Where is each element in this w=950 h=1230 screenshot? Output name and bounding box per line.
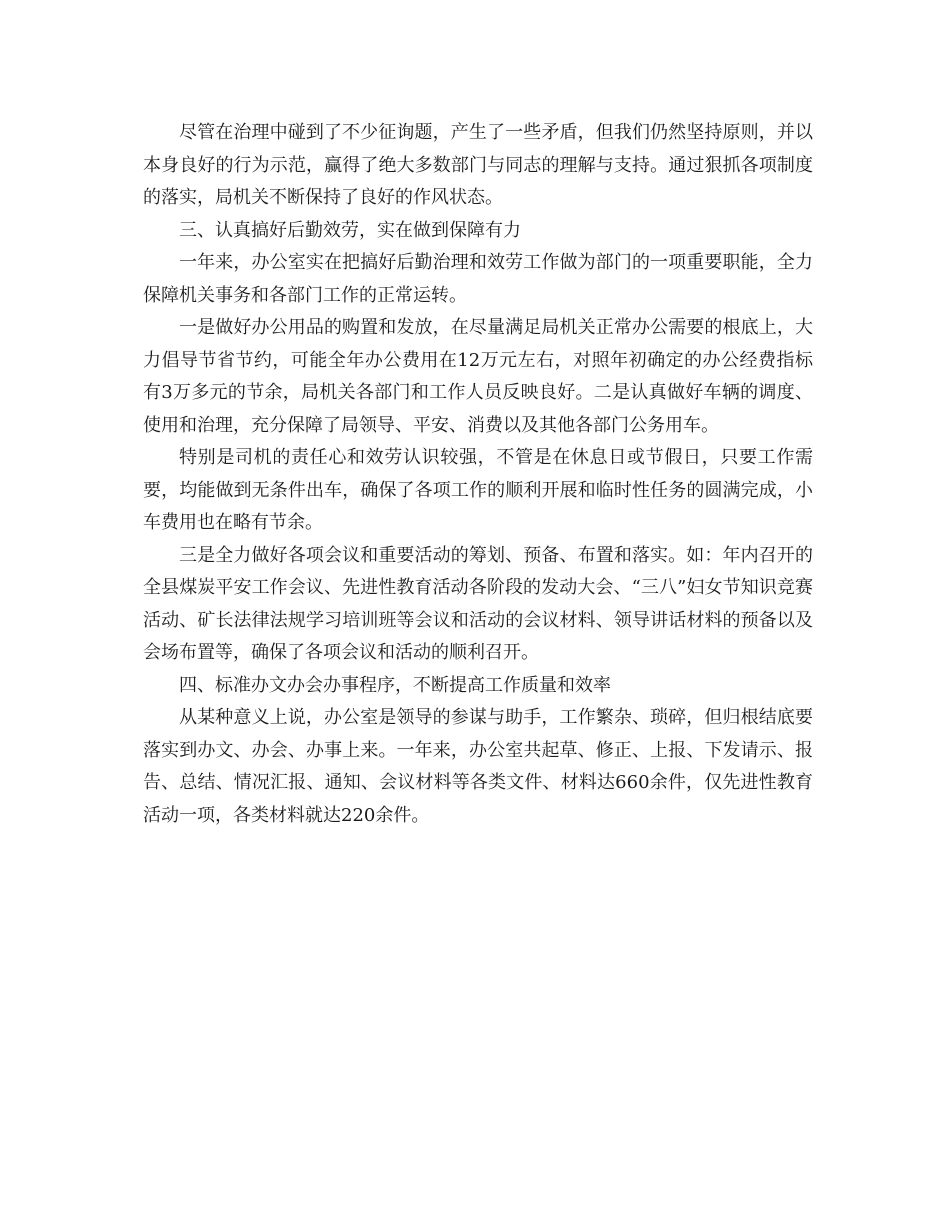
section-heading-logistics: 三、认真搞好后勤效劳，实在做到保障有力 (179, 219, 521, 241)
paragraph-documents: 从某种意义上说，办公室是领导的参谋与助手，工作繁杂、琐碎，但归根结底要落实到办文、办会、办事上来。一年来，办公室共起草、修正、上报、下发请示、报告、总结、情况汇报、通知、会议材料等各类文件、材料达660余件，仅先进性教育活动一项，各类材料就达220余件。 (143, 707, 813, 826)
section-heading-procedures: 四、标准办文办会办事程序，不断提高工作质量和效率 (179, 674, 611, 696)
paragraph-logistics-intro: 一年来，办公室实在把搞好后勤治理和效劳工作做为部门的一项重要职能，全力保障机关事务和各部门工作的正常运转。 (143, 252, 813, 306)
paragraph-management-principles: 尽管在治理中碰到了不少征询题，产生了一些矛盾，但我们仍然坚持原则，并以本身良好的行为示范，赢得了绝大多数部门与同志的理解与支持。通过狠抓各项制度的落实，局机关不断保持了良好的作风状态。 (143, 122, 813, 208)
document-body (143, 117, 813, 832)
paragraph-drivers: 特别是司机的责任心和效劳认识较强，不管是在休息日或节假日，只要工作需要，均能做到无条件出车，确保了各项工作的顺利开展和临时性任务的圆满完成，小车费用也在略有节余。 (143, 447, 813, 533)
paragraph-office-supplies-vehicles: 一是做好办公用品的购置和发放，在尽量满足局机关正常办公需要的根底上，大力倡导节省节约，可能全年办公费用在12万元左右，对照年初确定的办公经费指标有3万多元的节余，局机关各部门和工作人员反映良好。二是认真做好车辆的调度、使用和治理，充分保障了局领导、平安、消费以及其他各部门公务用车。 (143, 317, 813, 436)
paragraph-meetings: 三是全力做好各项会议和重要活动的筹划、预备、布置和落实。如：年内召开的全县煤炭平安工作会议、先进性教育活动各阶段的发动大会、“三八”妇女节知识竞赛活动、矿长法律法规学习培训班等会议和活动的会议材料、领导讲话材料的预备以及会场布置等，确保了各项会议和活动的顺利召开。 (143, 544, 813, 663)
